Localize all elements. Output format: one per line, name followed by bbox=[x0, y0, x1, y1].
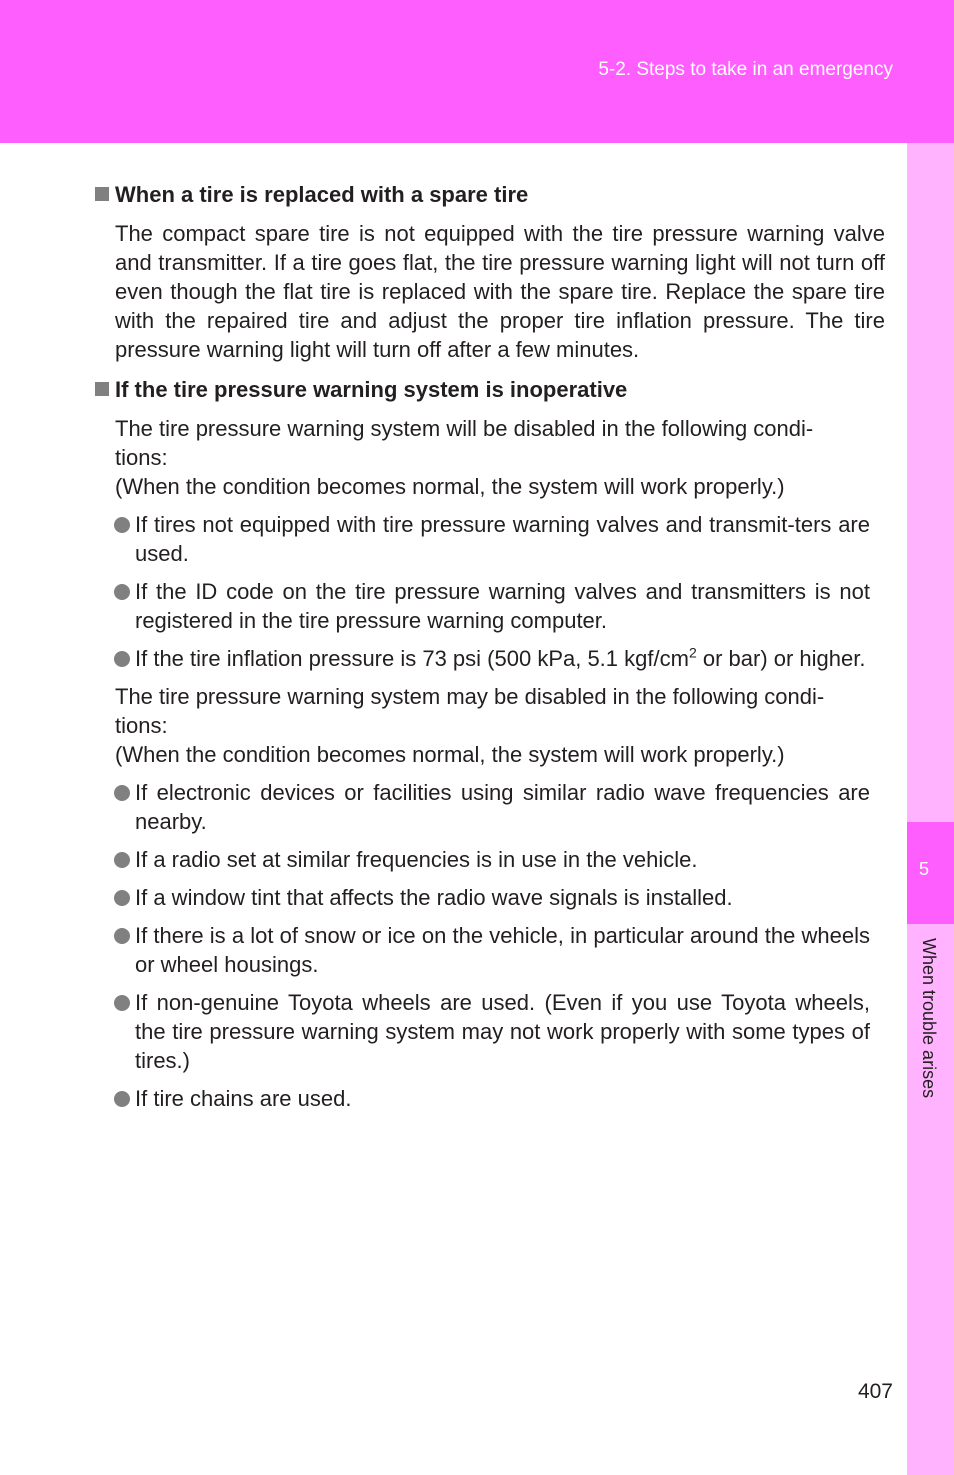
list-item bbox=[135, 883, 870, 912]
list-item bbox=[135, 921, 870, 979]
square-bullet-icon bbox=[95, 187, 109, 201]
section-heading bbox=[95, 375, 885, 404]
list-item-text: If tires not equipped with tire pressure warning valves and transmit-ters are used. bbox=[135, 512, 870, 566]
paragraph-line: (When the condition becomes normal, the system will work properly.) bbox=[115, 474, 785, 499]
list-item-text: If the ID code on the tire pressure warning valves and transmitters is not registered in the tire pressure warning computer. bbox=[135, 579, 870, 633]
heading-text: When a tire is replaced with a spare tire bbox=[115, 182, 529, 207]
paragraph-line: tions: bbox=[115, 445, 168, 470]
header-bar bbox=[0, 0, 954, 143]
list-item-text: If a window tint that affects the radio wave signals is installed. bbox=[135, 885, 733, 910]
list-item-text: If electronic devices or facilities using similar radio wave frequencies are nearby. bbox=[135, 780, 870, 834]
section-title: 5-2. Steps to take in an emergency bbox=[598, 59, 893, 80]
superscript: 2 bbox=[688, 644, 697, 661]
chapter-title: When trouble arises bbox=[919, 938, 939, 1099]
square-bullet-icon bbox=[95, 382, 109, 396]
circle-bullet-icon bbox=[114, 890, 130, 906]
list-item bbox=[135, 577, 870, 635]
heading-text: If the tire pressure warning system is inoperative bbox=[115, 377, 628, 402]
circle-bullet-icon bbox=[114, 1091, 130, 1107]
list-item bbox=[135, 510, 870, 568]
chapter-tab bbox=[907, 822, 954, 924]
chapter-number: 5 bbox=[918, 859, 929, 879]
paragraph-line: The tire pressure warning system will be disabled in the following condi- bbox=[115, 416, 814, 441]
circle-bullet-icon bbox=[114, 651, 130, 667]
list-item-text-start: If the tire inflation pressure is 73 psi (500 kPa, 5.1 kgf/cm bbox=[135, 646, 689, 671]
list-item-text-end: or bar) or higher. bbox=[696, 646, 866, 671]
section-heading bbox=[95, 180, 885, 209]
paragraph-line: (When the condition becomes normal, the system will work properly.) bbox=[115, 742, 785, 767]
list-item-text: If tire chains are used. bbox=[135, 1086, 352, 1111]
list-item-text: If there is a lot of snow or ice on the vehicle, in particular around the wheels or wheel housings. bbox=[135, 923, 870, 977]
circle-bullet-icon bbox=[114, 785, 130, 801]
page-content bbox=[95, 180, 885, 1122]
list-item bbox=[135, 988, 870, 1075]
list-item-text: If non-genuine Toyota wheels are used. (Even if you use Toyota wheels, the tire pressure warning system may not work properly with some types of tires.) bbox=[135, 990, 870, 1073]
paragraph-line: tions: bbox=[115, 713, 168, 738]
paragraph bbox=[115, 414, 885, 501]
list-item bbox=[135, 778, 870, 836]
paragraph-line: The tire pressure warning system may be disabled in the following condi- bbox=[115, 684, 825, 709]
paragraph bbox=[115, 682, 885, 769]
paragraph: The compact spare tire is not equipped with the tire pressure warning valve and transmitter. If a tire goes flat, the tire pressure warning light will not turn off even though the flat tire is replaced with the spare tire. Replace the spare tire with the repaired tire and adjust the proper tire inflation pressure. The tire pressure warning light will turn off after a few minutes. bbox=[115, 221, 885, 362]
list-item bbox=[135, 1084, 870, 1113]
list-item bbox=[135, 644, 870, 673]
circle-bullet-icon bbox=[114, 995, 130, 1011]
side-tab bbox=[907, 143, 954, 1475]
list-item-text: If a radio set at similar frequencies is in use in the vehicle. bbox=[135, 847, 698, 872]
circle-bullet-icon bbox=[114, 852, 130, 868]
list-item bbox=[135, 845, 870, 874]
circle-bullet-icon bbox=[114, 584, 130, 600]
circle-bullet-icon bbox=[114, 928, 130, 944]
page-number: 407 bbox=[857, 1380, 893, 1403]
circle-bullet-icon bbox=[114, 517, 130, 533]
